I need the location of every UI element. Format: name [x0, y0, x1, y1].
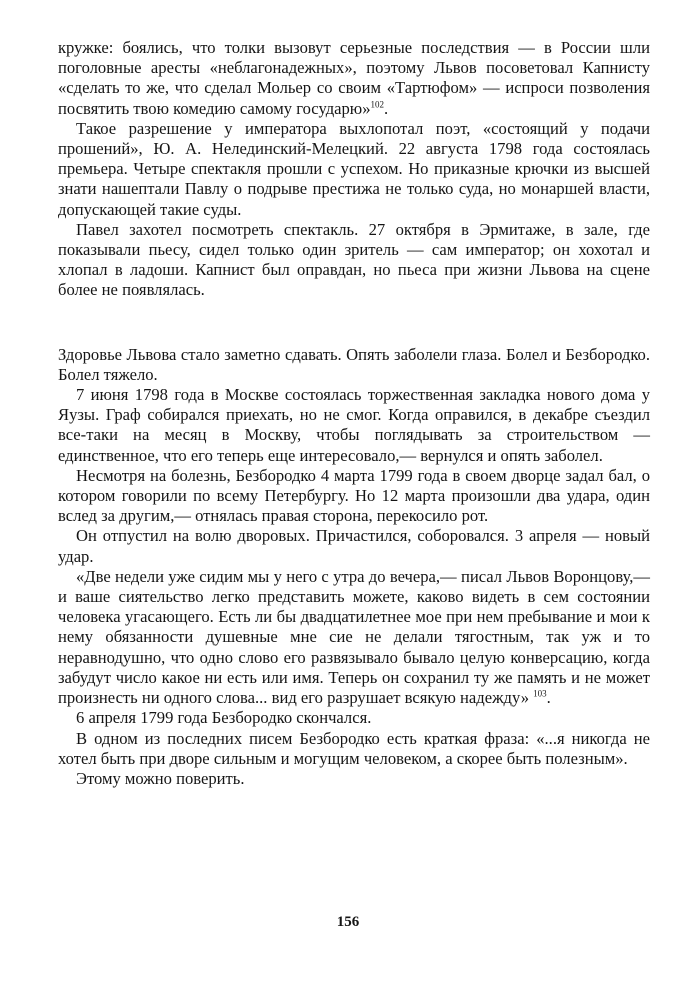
paragraph: В одном из последних писем Безбородко есть краткая фраза: «...я никогда не хотел быть при дворе сильным и могущим человеком, а скорее быть полезным».: [58, 728, 650, 768]
paragraph: Павел захотел посмотреть спектакль. 27 октября в Эрмитаже, в зале, где показывали пьесу, сидел только один зритель — сам император; он хохотал и хлопал в ладоши. Капнист был оправдан, но пьеса при жизни Львова на сцене более не появлялась.: [58, 219, 650, 300]
paragraph: 7 июня 1798 года в Москве состоялась торжественная закладка нового дома у Яузы. Граф собирался приехать, но не смог. Когда оправился, в декабре съездил все-таки на месяц в Москву, чтобы поглядывать за строительством — единственное, что его теперь еще интересовало,— вернулся и опять заболел.: [58, 385, 650, 465]
page-body: [58, 38, 650, 789]
paragraph: Он отпустил на волю дворовых. Причастился, соборовался. 3 апреля — новый удар.: [58, 526, 650, 566]
paragraph-text: кружке: боялись, что толки вызовут серьезные последствия — в России шли поголовные аресты «неблагонадежных», поэтому Львов посоветовал Капнисту «сделать то же, что сделал Мольер со своим «Тартюфом» — испроси позволения посвятить твою комедию самому государю»: [58, 38, 650, 118]
section-break: [58, 301, 650, 345]
footnote-ref: 103: [533, 688, 547, 699]
paragraph: Такое разрешение у императора выхлопотал поэт, «состоящий у подачи прошений», Ю. А. Нелединский-Мелецкий. 22 августа 1798 года состоялась премьера. Четыре спектакля прошли с успехом. Но приказные крючки из высшей знати нашептали Павлу о подрыве престижа не только суда, но монаршей власти, допускающей такие суды.: [58, 118, 650, 219]
paragraph-text: «Две недели уже сидим мы у него с утра до вечера,— писал Львов Воронцову,— и ваше сиятельство легко представить можете, каково видеть в сем состоянии человека угасающего. Есть ли бы двадцатилетнее мое при нем пребывание и мои к нему обязанности душевные мне сие не делали тягостным, так уж и то неравнодушно, что одно слово его развязывало бывало целую конверсацию, когда забудут число какое ни есть или имя. Теперь он сохранил ту же память и не может произнесть ни одного слова... вид его разрушает всякую надежду»: [58, 566, 650, 708]
page-number: 156: [336, 914, 360, 930]
paragraph: Этому можно поверить.: [76, 768, 245, 788]
paragraph: Здоровье Львова стало заметно сдавать. Опять заболели глаза. Болел и Безбородко. Болел тяжело.: [58, 344, 650, 384]
paragraph: «Две недели уже сидим мы у него с утра до вечера,— писал Львов Воронцову,— и ваше сиятельство легко представить можете, каково видеть в сем состоянии человека угасающего. Есть ли бы двадцатилетнее мое при нем пребывание и мои к нему обязанности душевные мне сие не делали тягостным, так уж и то неравнодушно, что одно слово его развязывало бывало целую конверсацию, когда забудут число какое ни есть или имя. Теперь он сохранил ту же память и не может произнесть ни одного слова... вид его разрушает всякую надежду» $^{103}$.: [58, 566, 650, 708]
paragraph: кружке: боялись, что толки вызовут серьезные последствия — в России шли поголовные аресты «неблагонадежных», поэтому Львов посоветовал Капнисту «сделать то же, что сделал Мольер со своим «Тартюфом» — испроси позволения посвятить твою комедию самому государю»$^{102}$.: [58, 38, 650, 118]
footnote-ref: 102: [370, 99, 384, 110]
paragraph: Несмотря на болезнь, Безбородко 4 марта 1799 года в своем дворце задал бал, о котором говорили по всему Петербургу. Но 12 марта произошли два удара, один вслед за другим,— отнялась правая сторона, перекосило рот.: [58, 465, 650, 526]
paragraph: 6 апреля 1799 года Безбородко скончался.: [76, 708, 372, 728]
